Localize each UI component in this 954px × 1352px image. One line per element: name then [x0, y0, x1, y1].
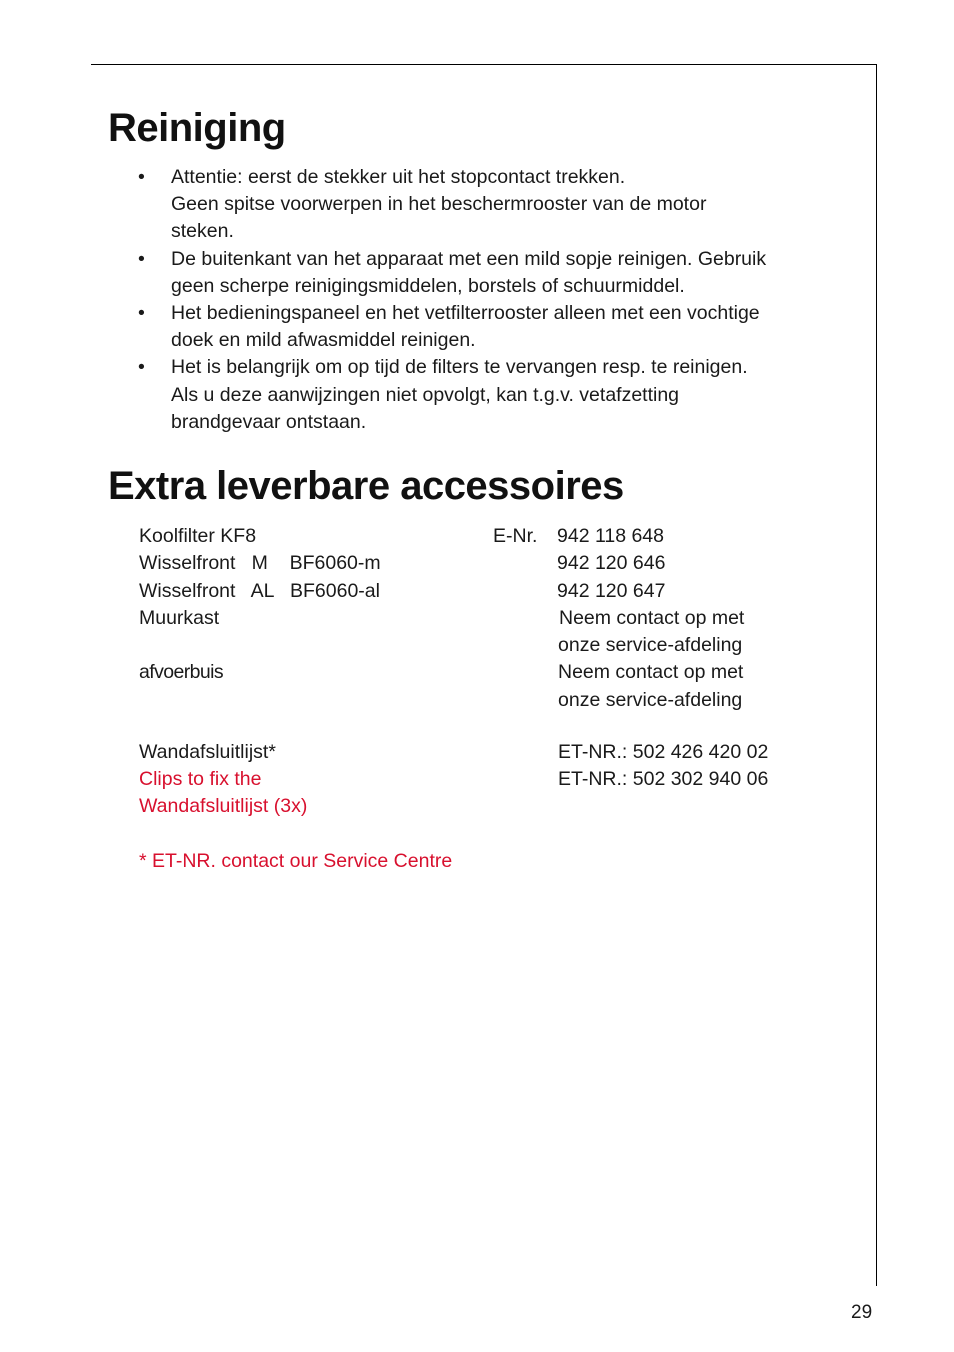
list-item-text: Als u deze aanwijzingen niet opvolgt, kan t.g.v. vetafzetting [171, 383, 680, 406]
list-item [138, 164, 858, 246]
accessory-number-prefix: E-Nr. [493, 525, 538, 547]
list-item-text: brandgevaar ontstaan. [171, 410, 367, 433]
list-item-text: Het is belangrijk om op tijd de filters te vervangen resp. te reinigen. [171, 356, 748, 379]
list-item-text: Attentie: eerst de stekker uit het stopcontact trekken. [171, 166, 626, 188]
page-number: 29 [851, 1302, 873, 1323]
footnote: * ET-NR. contact our Service Centre [139, 850, 453, 872]
list-item [138, 300, 858, 354]
accessory-number: Neem contact op met [559, 607, 745, 629]
accessory-name: Wandafsluitlijst (3x) [139, 795, 308, 817]
list-item [138, 246, 858, 300]
accessory-name: Koolfilter KF8 [139, 525, 257, 547]
accessory-number: ET-NR.: 502 302 940 06 [558, 768, 769, 790]
accessory-number: 942 120 647 [557, 580, 666, 602]
list-item-text: Het bedieningspaneel en het vetfilterrooster alleen met een vochtige [171, 302, 760, 325]
accessory-number: onze service-afdeling [558, 689, 743, 711]
accessory-number: 942 118 648 [557, 525, 664, 547]
accessory-number: 942 120 646 [557, 552, 666, 574]
list-item-text: Geen spitse voorwerpen in het beschermrooster van de motor [171, 193, 707, 216]
bullet-icon: • [138, 166, 145, 188]
bullet-icon: • [138, 247, 145, 270]
accessory-name: Wandafsluitlijst* [139, 741, 276, 763]
top-rule [91, 64, 877, 65]
accessory-number: Neem contact op met [558, 661, 744, 683]
list-item-text: De buitenkant van het apparaat met een mild sopje reinigen. Gebruik [171, 247, 767, 270]
section-title-accessoires: Extra leverbare accessoires [108, 464, 624, 508]
accessory-name: Wisselfront AL BF6060-al [139, 580, 380, 602]
list-item [138, 354, 858, 436]
accessory-name: Clips to fix the [139, 768, 262, 790]
accessory-name: Wisselfront M BF6060-m [139, 552, 381, 574]
bullet-icon: • [138, 302, 145, 325]
cleaning-instructions-list [138, 164, 858, 436]
list-item-text: geen scherpe reinigingsmiddelen, borstels of schuurmiddel. [171, 274, 685, 297]
list-item-text: doek en mild afwasmiddel reinigen. [171, 329, 476, 352]
accessory-name: Muurkast [139, 607, 220, 629]
accessory-name: afvoerbuis [139, 661, 223, 683]
accessory-number: ET-NR.: 502 426 420 02 [558, 741, 769, 763]
section-title-reiniging: Reiniging [108, 106, 286, 150]
right-rule [876, 64, 877, 1286]
list-item-text: steken. [171, 220, 234, 243]
bullet-icon: • [138, 356, 145, 379]
accessory-number: onze service-afdeling [558, 634, 743, 656]
